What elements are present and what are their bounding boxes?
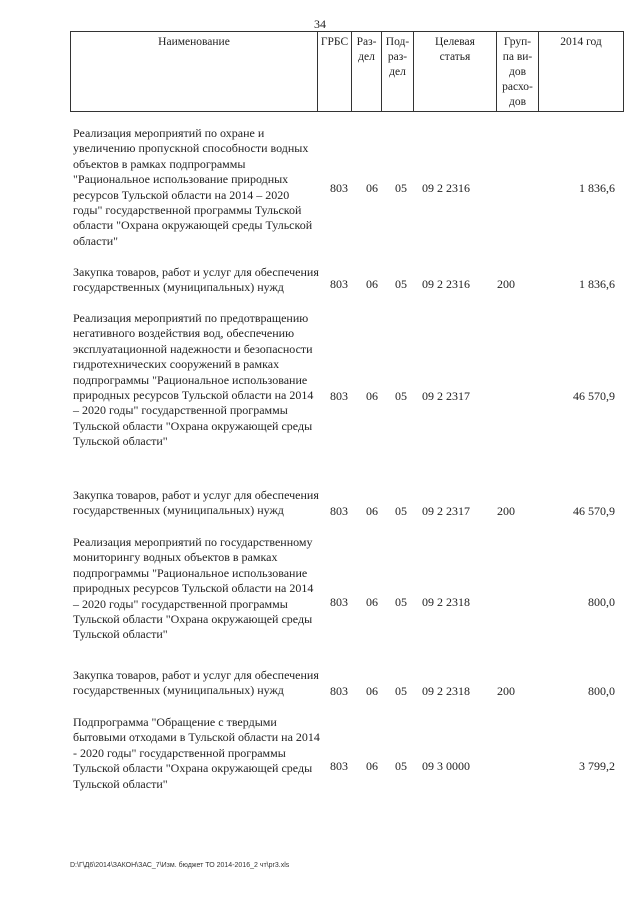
header-grbs: ГРБС [318,32,352,111]
header-year: 2014 год [539,32,624,111]
row-name: Закупка товаров, работ и услуг для обеспечения государственных (муниципальных) нужд [73,488,319,518]
table-header [70,31,624,112]
row-target: 09 2 2318 [422,684,470,698]
row-group: 200 [497,277,515,291]
row-podrazdel: 05 [395,389,407,403]
row-amount: 3 799,2 [579,759,615,773]
row-amount: 1 836,6 [579,181,615,195]
header-group: Груп- па ви- дов расхо- дов [497,32,539,111]
row-target: 09 3 0000 [422,759,470,773]
row-podrazdel: 05 [395,684,407,698]
row-amount: 46 570,9 [573,504,615,518]
row-grbs: 803 [330,759,348,773]
row-podrazdel: 05 [395,181,407,195]
row-razdel: 06 [366,181,378,195]
row-name: Закупка товаров, работ и услуг для обеспечения государственных (муниципальных) нужд [73,668,319,698]
row-razdel: 06 [366,684,378,698]
row-name: Закупка товаров, работ и услуг для обеспечения государственных (муниципальных) нужд [73,265,319,295]
header-name: Наименование [70,32,318,111]
row-amount: 800,0 [588,595,615,609]
row-amount: 1 836,6 [579,277,615,291]
row-amount: 800,0 [588,684,615,698]
row-name: Реализация мероприятий по государственному мониторингу водных объектов в рамках подпрограммы "Рациональное использование природных ресурсов Тульской области на 2014 – 2020 годы" государственной программы Тульской области "Охрана окружающей среды Тульской области" [73,535,314,642]
row-grbs: 803 [330,595,348,609]
row-grbs: 803 [330,504,348,518]
row-target: 09 2 2317 [422,389,470,403]
header-target: Целевая статья [414,32,497,111]
row-name: Реализация мероприятий по охране и увеличению пропускной способности водных объектов в рамках подпрограммы "Рациональное использование природных ресурсов Тульской области на 2014 – 2020 годы" государственной программы Тульской области "Охрана окружающей среды Тульской области" [73,126,313,248]
row-target: 09 2 2316 [422,277,470,291]
file-path-footer: D:\Г\Д6\2014\ЗАКОН\ЗАС_7\Изм. бюджет ТО 2014-2016_2 чт\pr3.xls [70,862,290,869]
row-grbs: 803 [330,684,348,698]
row-razdel: 06 [366,389,378,403]
row-razdel: 06 [366,504,378,518]
row-target: 09 2 2318 [422,595,470,609]
row-group: 200 [497,684,515,698]
row-podrazdel: 05 [395,504,407,518]
page-number: 34 [314,17,326,31]
row-podrazdel: 05 [395,595,407,609]
row-grbs: 803 [330,277,348,291]
row-group: 200 [497,504,515,518]
header-podrazdel: Под- раз- дел [382,32,414,111]
row-podrazdel: 05 [395,277,407,291]
row-grbs: 803 [330,181,348,195]
row-podrazdel: 05 [395,759,407,773]
row-razdel: 06 [366,759,378,773]
row-name: Реализация мероприятий по предотвращению негативного воздействия вод, обеспечению эксплуатационной надежности и безопасности гидротехнических сооружений в рамках подпрограммы "Рациональное использование природных ресурсов Тульской области на 2014 – 2020 годы" государственной программы Тульской области "Охрана окружающей среды Тульской области" [73,311,314,449]
row-name: Подпрограмма "Обращение с твердыми бытовыми отходами в Тульской области на 2014 - 2020 годы" государственной программы Тульской области "Охрана окружающей среды Тульской области" [73,715,320,791]
row-grbs: 803 [330,389,348,403]
row-razdel: 06 [366,595,378,609]
row-amount: 46 570,9 [573,389,615,403]
header-razdel: Раз- дел [352,32,382,111]
row-target: 09 2 2317 [422,504,470,518]
row-target: 09 2 2316 [422,181,470,195]
row-razdel: 06 [366,277,378,291]
